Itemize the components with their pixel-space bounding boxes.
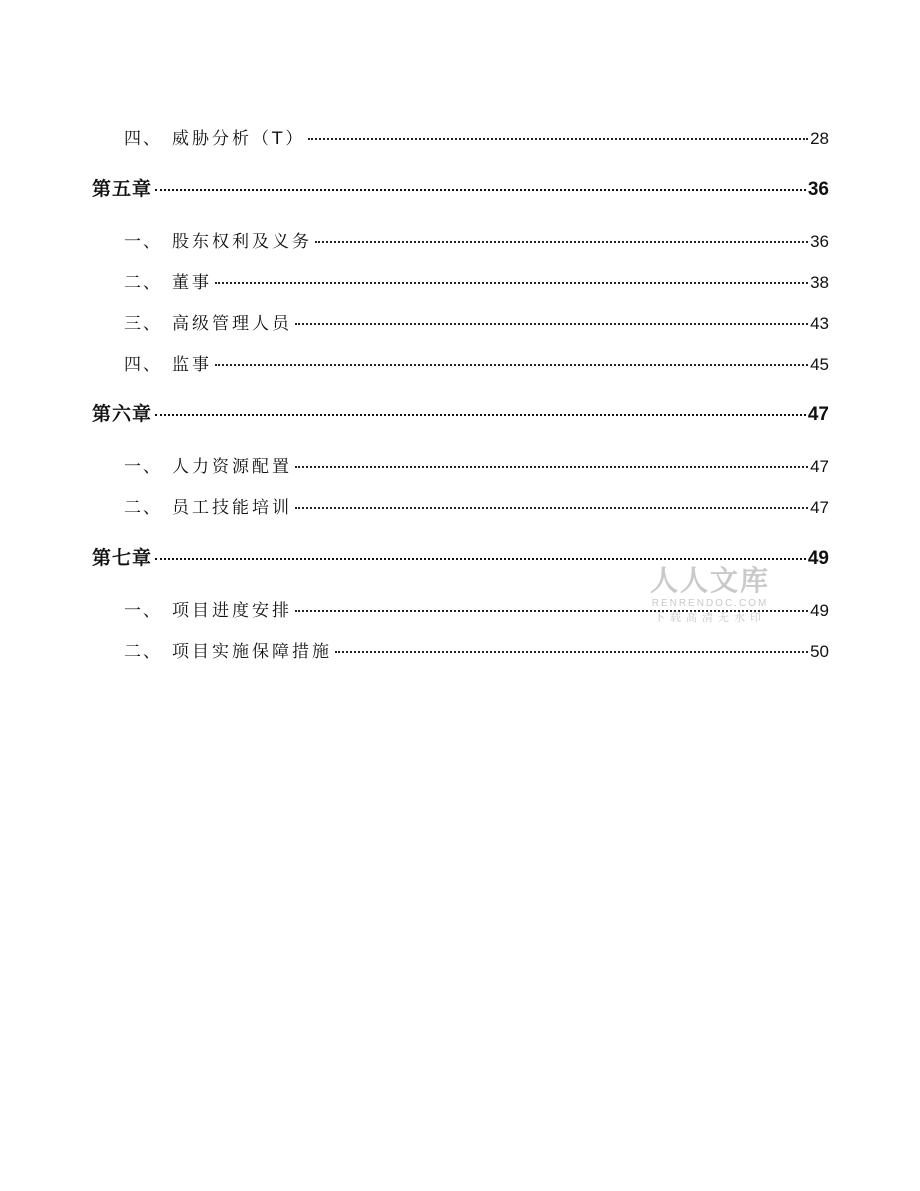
section-number: 一、 [124, 601, 162, 621]
dot-leader [155, 558, 806, 560]
chapter-title: 第六章 [92, 403, 153, 425]
dot-leader [335, 651, 808, 653]
page-number: 43 [810, 314, 829, 333]
dot-leader [155, 414, 806, 416]
toc-entry[interactable] [124, 596, 829, 621]
page-number: 45 [810, 355, 829, 374]
page-number: 28 [810, 129, 829, 148]
chapter-title: 第七章 [92, 547, 153, 569]
section-number: 四、 [124, 129, 162, 149]
section-title: 高级管理人员 [172, 314, 292, 334]
page-number: 36 [807, 179, 829, 200]
section-title: 威胁分析（T） [172, 129, 306, 149]
watermark-slogan: 下载高清无水印 [654, 611, 766, 624]
chapter-title: 第五章 [92, 178, 153, 200]
section-number: 三、 [124, 314, 162, 334]
toc-entry[interactable] [124, 309, 829, 334]
dot-leader [295, 466, 808, 468]
toc-chapter[interactable] [92, 399, 829, 426]
page-number: 47 [810, 457, 829, 476]
dot-leader [155, 189, 806, 191]
section-number: 一、 [124, 232, 162, 252]
dot-leader [295, 507, 808, 509]
section-title: 项目进度安排 [172, 601, 292, 621]
dot-leader [215, 282, 808, 284]
watermark-brand: 人人文库 [649, 564, 770, 597]
toc-chapter[interactable] [92, 543, 829, 570]
toc-entry[interactable] [124, 124, 829, 149]
section-number: 二、 [124, 498, 162, 518]
section-title: 项目实施保障措施 [172, 642, 332, 662]
page-number: 49 [807, 548, 829, 569]
page-number: 47 [807, 404, 829, 425]
dot-leader [315, 241, 808, 243]
page-number: 36 [810, 232, 829, 251]
dot-leader [308, 138, 808, 140]
toc-entry[interactable] [124, 350, 829, 375]
page-number: 49 [810, 601, 829, 620]
toc-entry[interactable] [124, 227, 829, 252]
section-number: 一、 [124, 457, 162, 477]
dot-leader [295, 323, 808, 325]
toc-entry[interactable] [124, 452, 829, 477]
toc-chapter[interactable] [92, 174, 829, 201]
section-title: 股东权利及义务 [172, 232, 312, 252]
toc-entry[interactable] [124, 493, 829, 518]
section-number: 二、 [124, 642, 162, 662]
section-title: 员工技能培训 [172, 498, 292, 518]
toc-entry[interactable] [124, 637, 829, 662]
section-title: 董事 [172, 273, 212, 293]
page-number: 38 [810, 273, 829, 292]
page-number: 47 [810, 498, 829, 517]
dot-leader [295, 610, 808, 612]
toc-entry[interactable] [124, 268, 829, 293]
watermark-domain: RENRENDOC.COM [651, 598, 769, 609]
section-number: 二、 [124, 273, 162, 293]
section-title: 监事 [172, 355, 212, 375]
section-number: 四、 [124, 355, 162, 375]
page-number: 50 [810, 642, 829, 661]
dot-leader [215, 364, 808, 366]
section-title: 人力资源配置 [172, 457, 292, 477]
